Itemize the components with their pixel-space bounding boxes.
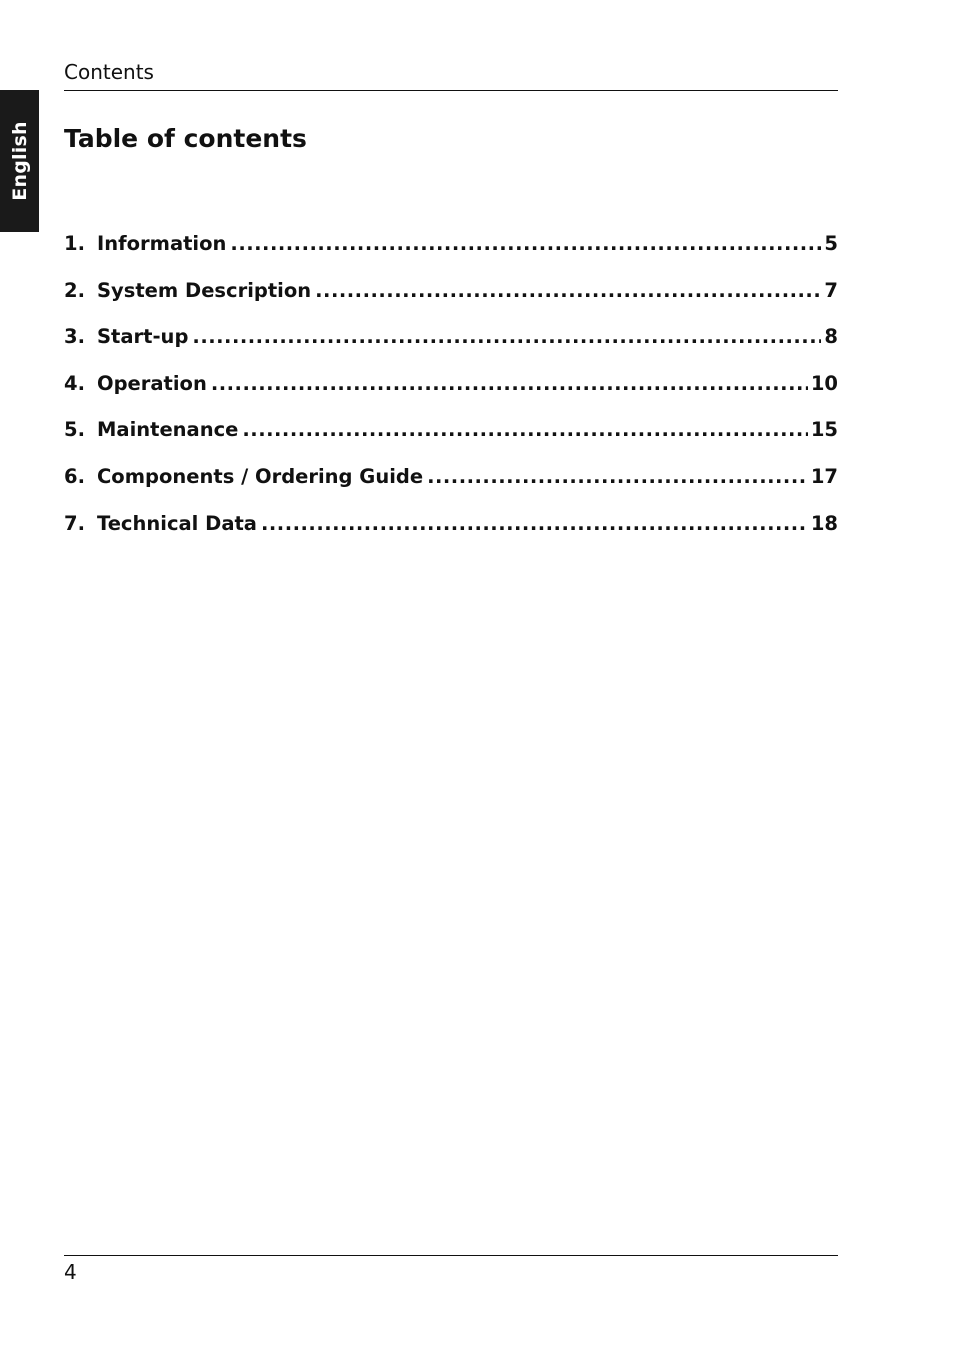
toc-entry-label: Components / Ordering Guide [97,464,424,488]
toc-entry-page: 18 [810,511,838,535]
footer-divider [64,1255,838,1256]
toc-entry-number: 5. [64,418,85,442]
toc-entry-label: Information [97,232,227,255]
toc-entry[interactable] [64,369,838,416]
toc-entry[interactable] [64,322,838,369]
toc-dot-leader [315,276,821,306]
toc-entry[interactable] [64,276,838,323]
toc-entry-page: 7 [824,278,838,302]
toc-entry-page: 17 [810,464,838,488]
toc-entry[interactable] [64,509,838,556]
toc-dot-leader [230,229,821,259]
toc-entry-number: 1. [64,232,85,255]
toc-entry-number: 2. [64,278,85,302]
toc-entry-label: Operation [97,371,207,395]
toc-entry-number: 6. [64,464,85,488]
language-tab [0,90,39,232]
toc-entry[interactable] [64,229,838,276]
toc-entry-page: 15 [810,418,838,442]
toc-entry-page: 5 [824,232,838,255]
toc-dot-leader [192,322,821,352]
table-of-contents [64,229,838,555]
toc-entry-page: 10 [810,371,838,395]
language-tab-label: English [8,121,31,201]
toc-entry-page: 8 [824,325,838,349]
toc-dot-leader [211,369,808,399]
toc-entry-label: System Description [97,278,312,302]
toc-entry[interactable] [64,462,838,509]
toc-entry-number: 4. [64,371,85,395]
page-number: 4 [64,1260,77,1284]
toc-entry-label: Maintenance [97,418,239,442]
toc-entry-number: 7. [64,511,85,535]
header-divider [64,90,838,91]
toc-entry-label: Technical Data [97,511,257,535]
toc-dot-leader [261,509,808,539]
page-title: Table of contents [64,124,307,153]
toc-entry-number: 3. [64,325,85,349]
running-head: Contents [64,60,154,84]
toc-entry[interactable] [64,415,838,462]
toc-entry-label: Start-up [97,325,189,349]
toc-dot-leader [427,462,808,492]
toc-dot-leader [242,415,807,445]
